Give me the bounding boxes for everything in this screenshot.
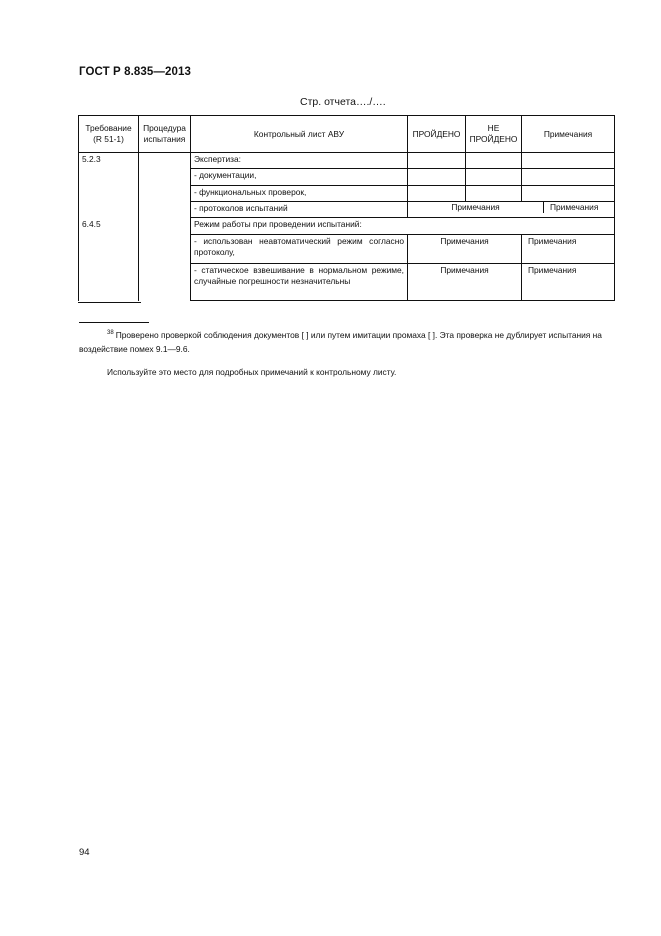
notes-cell[interactable] [522,169,615,186]
notes-cell[interactable]: Примечания [522,235,615,264]
footnote-divider [79,322,149,323]
table-row [79,169,615,186]
checklist-item: - статическое взвешивание в нормальном режиме, случайные погрешности незначительны [191,264,408,301]
checklist-item: - использован неавтоматический режим согласно протоколу, [191,235,408,264]
page-number: 94 [79,847,90,858]
header-notes: Примечания [522,116,615,153]
standard-title: ГОСТ Р 8.835—2013 [79,66,191,78]
pass-fail-notes[interactable]: Примечания [408,235,522,264]
pass-fail-notes[interactable]: Примечания [408,264,522,301]
checklist-item: - протоколов испытаний [191,202,408,218]
header-passed: ПРОЙДЕНО [408,116,466,153]
checklist-item: - функциональных проверок, [191,186,408,202]
table-header-row [79,116,615,153]
table-row [79,186,615,202]
passed-cell[interactable] [408,153,466,169]
header-procedure: Процедура испытания [139,116,191,153]
failed-cell[interactable] [466,186,522,202]
checklist-table [78,115,615,301]
footnote-text: Проверено проверкой соблюдения документов [ ] или путем имитации промаха [ ]. Эта проверка не дублирует испытания на воздействие помех 9.1—9.6. [79,330,602,354]
table-row [79,202,615,218]
notes-cell[interactable]: Примечания [522,264,615,301]
checklist-section: Режим работы при проведении испытаний: [191,218,615,235]
passed-cell[interactable] [408,186,466,202]
table-row [79,153,615,169]
report-page-reference: Стр. отчета…./…. [300,96,386,108]
table-row [79,235,615,264]
header-requirement: Требование (R 51-1) [79,116,139,153]
passed-cell[interactable] [408,169,466,186]
failed-cell[interactable] [466,153,522,169]
table-row [79,218,615,235]
table-left-underline [78,302,141,303]
failed-cell[interactable] [466,169,522,186]
notes-cell[interactable]: Примечания [543,202,614,213]
notes-cell[interactable] [522,186,615,202]
requirement-cell: 5.2.3 [79,153,139,169]
notes-instruction: Используйте это место для подробных примечаний к контрольному листу. [107,367,397,377]
checklist-item: Экспертиза: [191,153,408,169]
header-checklist: Контрольный лист АВУ [191,116,408,153]
requirement-cell: 6.4.5 [79,218,139,235]
pass-fail-notes[interactable]: Примечания [451,202,500,212]
checklist-item: - документации, [191,169,408,186]
footnote-number: 38 [107,330,114,336]
notes-cell[interactable] [522,153,615,169]
footnote [79,326,615,356]
procedure-cell [139,153,191,169]
header-failed: НЕ ПРОЙДЕНО [466,116,522,153]
table-row [79,264,615,301]
